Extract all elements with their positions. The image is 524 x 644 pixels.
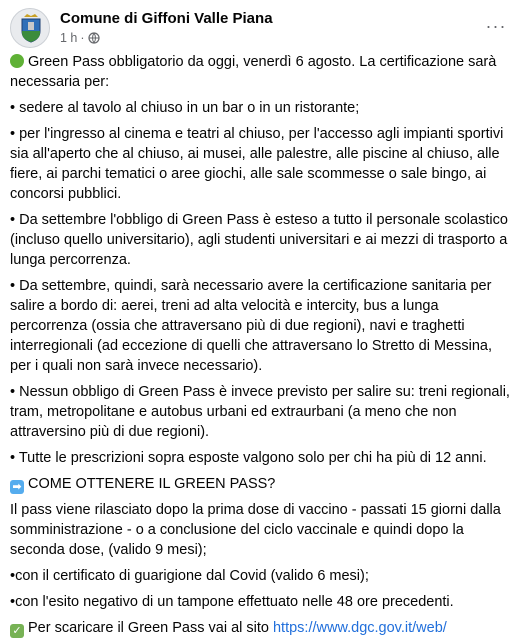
post-intro-paragraph [10,52,514,92]
check-mark-emoji-icon: ✓ [10,624,24,638]
municipal-crest-icon [11,9,50,48]
post-paragraph-6: • Tutte le prescrizioni sopra esposte valgono solo per chi ha più di 12 anni. [10,450,487,466]
post-paragraph-3: • Da settembre l'obbligo di Green Pass è esteso a tutto il personale scolastico (incluso quello universitario), agli studenti universitari e ai mezzi di trasporto a lunga percorrenza. [10,212,508,268]
download-link[interactable]: https://www.dgc.gov.it/web/ [272,620,447,636]
page-avatar[interactable] [10,8,50,48]
post-paragraph-8: •con il certificato di guarigione dal Covid (valido 6 mesi); [10,568,369,584]
post-time[interactable]: 1 h [60,31,78,45]
download-paragraph [10,618,514,638]
green-circle-emoji-icon [10,54,24,68]
post-paragraph-7: Il pass viene rilasciato dopo la prima dose di vaccino - passati 15 giorni dalla somministrazione - o a conclusione del ciclo vaccinale e quindi dopo la seconda dose, (valido 9 mesi); [10,502,501,558]
page-name-link[interactable]: Comune di Giffoni Valle Piana [60,10,273,27]
download-text: Per scaricare il Green Pass vai al sito [28,620,269,636]
howto-heading: COME OTTENERE IL GREEN PASS? [28,476,276,492]
more-options-icon[interactable]: ··· [485,15,507,36]
post-paragraph-4: • Da settembre, quindi, sarà necessario avere la certificazione sanitaria per salire a bordo di: aerei, treni ad alta velocità e intercity, bus a lunga percorrenza (ossia che attraversano più di due regioni), navi e traghetti interregionali (ad eccezione di quelli che attraversano lo Stretto di Messina, per i quali non sarà invece necessario). [10,278,492,374]
right-arrow-emoji-icon: ➡ [10,480,24,494]
howto-heading-paragraph [10,474,514,494]
post-meta [60,31,100,45]
meta-separator: · [80,31,85,45]
post-paragraph-1: • sedere al tavolo al chiuso in un bar o in un ristorante; [10,100,360,116]
post-header [10,8,516,48]
post-paragraph-2: • per l'ingresso al cinema e teatri al chiuso, per l'accesso agli impianti sportivi sia all'aperto che al chiuso, ai musei, alle palestre, alle piscine al chiuso, alle fiere, ai parchi tematici o aree giochi, alle sale scommesse o sale bingo, ai concorsi pubblici. [10,126,504,202]
post-intro-text: Green Pass obbligatorio da oggi, venerdì 6 agosto. La certificazione sarà necessaria per: [10,54,497,90]
post-body [10,52,514,644]
post-paragraph-9: •con l'esito negativo di un tampone effettuato nelle 48 ore precedenti. [10,594,454,610]
globe-icon [88,32,100,44]
post-paragraph-5: • Nessun obbligo di Green Pass è invece previsto per salire su: treni regionali, tram, metropolitane e autobus urbani ed extraurbani (a meno che non attraversino più di due regioni). [10,384,510,440]
